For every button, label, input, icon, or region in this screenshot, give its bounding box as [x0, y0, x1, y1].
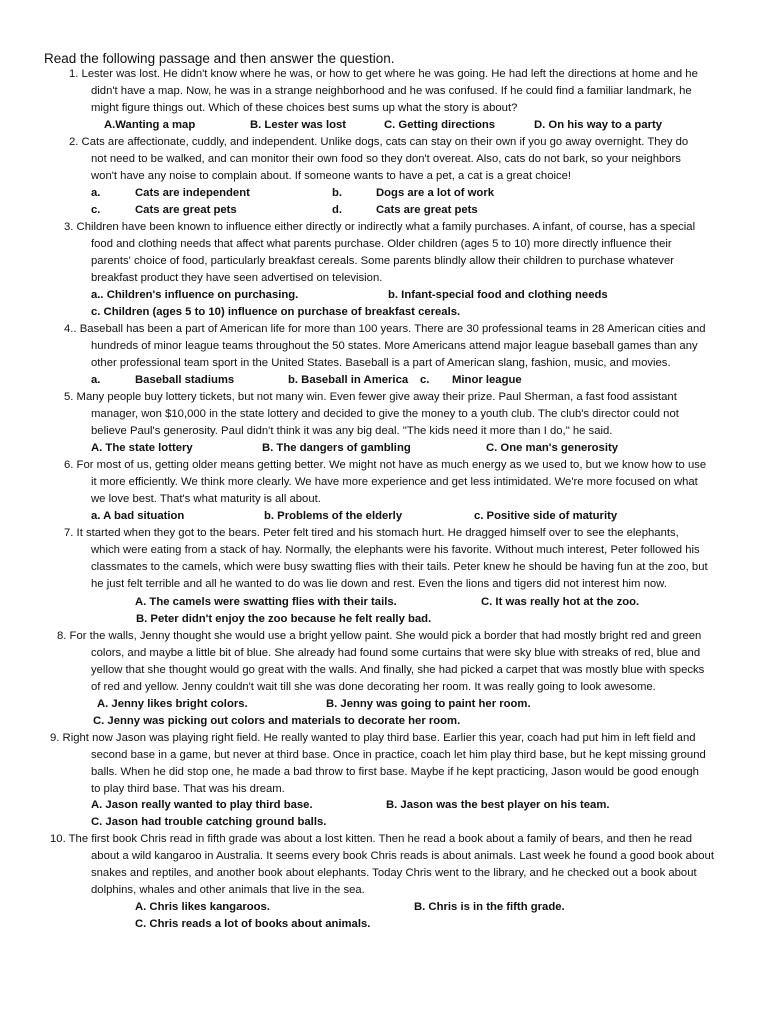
q9-passage-line: to play third base. That was his dream. — [91, 783, 285, 795]
q9-passage-line: 9. Right now Jason was playing right field. He really wanted to play third base. Earlier this year, coach had put him in left field and — [50, 732, 696, 744]
q10-passage-line: about a wild kangaroo in Australia. It seems every book Chris reads is about animals. Last week he found a good book about — [91, 850, 714, 862]
q1-option-a: A.Wanting a map — [104, 119, 196, 131]
q2-passage-line: not need to be walked, and can monitor their own food so they don't overeat. Also, cats do not bark, so your neighbors — [91, 153, 681, 165]
q1-passage-line: didn't have a map. Now, he was in a strange neighborhood and he was confused. If he could find a familiar landmark, he — [91, 85, 692, 97]
q4-option-c: Minor league — [452, 374, 522, 386]
q2-option-c-letter: c. — [91, 204, 101, 216]
q9-option-a: A. Jason really wanted to play third base. — [91, 799, 313, 811]
q4-option-c-letter: c. — [420, 374, 430, 386]
q4-passage-line: 4.. Baseball has been a part of American life for more than 100 years. There are 30 professional teams in 28 American cities and — [64, 323, 706, 335]
page-title: Read the following passage and then answer the question. — [44, 51, 395, 66]
q9-passage-line: second base in a game, but never at third base. Once in practice, coach let him play third base, but he kept missing ground — [91, 749, 706, 761]
q10-option-c: C. Chris reads a lot of books about animals. — [135, 918, 371, 930]
q7-option-c: C. It was really hot at the zoo. — [481, 596, 640, 608]
q6-option-b: b. Problems of the elderly — [264, 510, 403, 522]
q4-passage-line: hundreds of minor league teams throughout the 50 states. More Americans attend major league baseball games than any — [91, 340, 698, 352]
q3-passage-line: parents' choice of food, particularly breakfast cereals. Some parents blindly allow their children to purchase whatever — [91, 255, 674, 267]
q5-option-a: A. The state lottery — [91, 442, 193, 454]
q8-option-c: C. Jenny was picking out colors and materials to decorate her room. — [93, 715, 461, 727]
q6-passage-line: we love best. That's what maturity is all about. — [91, 493, 321, 505]
q7-option-a: A. The camels were swatting flies with their tails. — [135, 596, 397, 608]
q2-option-b: Dogs are a lot of work — [376, 187, 495, 199]
q3-option-c: c. Children (ages 5 to 10) influence on purchase of breakfast cereals. — [91, 306, 461, 318]
q4-passage-line: other professional team sport in the United States. Baseball is a part of American slang, fashion, music, and movies. — [91, 357, 671, 369]
q2-passage-line: won't have any noise to complain about. If someone wants to have a pet, a cat is a great choice! — [91, 170, 572, 182]
q7-passage-line: classmates to the camels, which were busy swatting flies with their tails. Peter knew he should be having fun at the zoo, but — [91, 561, 708, 573]
q6-passage-line: it more efficiently. We think more clearly. We have more experience and get less intimidated. We're more focused on what — [91, 476, 698, 488]
q5-passage-line: 5. Many people buy lottery tickets, but not many win. Even fewer give away their prize. Paul Sherman, a fast food assistant — [64, 391, 677, 403]
q1-passage-line: might figure things out. Which of these choices best sums up what the story is about? — [91, 102, 518, 114]
q8-passage-line: of red and yellow. Jenny couldn't wait till she was done decorating her room. It was really going to look awesome. — [91, 681, 656, 693]
q7-passage-line: which were eating from a stack of hay. Normally, the elephants were his favorite. Without much interest, Peter followed his — [91, 544, 700, 556]
q9-passage-line: balls. When he did stop one, he made a bad throw to first base. Maybe if he kept practicing, Jason would be good enough — [91, 766, 699, 778]
q3-option-a: a.. Children's influence on purchasing. — [91, 289, 299, 301]
q8-option-a: A. Jenny likes bright colors. — [97, 698, 248, 710]
q2-option-b-letter: b. — [332, 187, 343, 199]
q9-option-c: C. Jason had trouble catching ground balls. — [91, 816, 327, 828]
q4-option-a-letter: a. — [91, 374, 101, 386]
q8-option-b: B. Jenny was going to paint her room. — [326, 698, 531, 710]
q6-option-a: a. A bad situation — [91, 510, 185, 522]
q7-passage-line: he just felt terrible and all he wanted to do was lie down and rest. Even the lions and tigers did not interest him now. — [91, 578, 667, 590]
q2-option-d: Cats are great pets — [376, 204, 478, 216]
q8-passage-line: colors, and maybe a little bit of blue. She already had found some curtains that were sky blue with streaks of red, blue and — [91, 647, 701, 659]
q10-passage-line: 10. The first book Chris read in fifth grade was about a lost kitten. Then he read a book about a family of bears, and then he read — [50, 833, 693, 845]
q2-option-c: Cats are great pets — [135, 204, 237, 216]
q6-passage-line: 6. For most of us, getting older means getting better. We might not have as much energy as we used to, but we know how to use — [64, 459, 707, 471]
q5-passage-line: manager, won $10,000 in the state lottery and decided to give the money to a youth club. The club's director could not — [91, 408, 679, 420]
q1-passage-line: 1. Lester was lost. He didn't know where he was, or how to get where he was going. He had left the directions at home and he — [69, 68, 698, 80]
q3-passage-line: food and clothing needs that affect what parents purchase. Older children (ages 5 to 10) more directly influence their — [91, 238, 672, 250]
q2-passage-line: 2. Cats are affectionate, cuddly, and independent. Unlike dogs, cats can stay on their own if you go away overnight. They do — [69, 136, 689, 148]
q3-passage-line: breakfast product they have seen advertised on television. — [91, 272, 383, 284]
q8-passage-line: 8. For the walls, Jenny thought she would use a bright yellow paint. She would pick a border that had mostly bright red and green — [57, 630, 702, 642]
q4-option-b: b. Baseball in America — [288, 374, 409, 386]
q2-option-a: Cats are independent — [135, 187, 250, 199]
q3-option-b: b. Infant-special food and clothing needs — [388, 289, 608, 301]
q6-option-c: c. Positive side of maturity — [474, 510, 618, 522]
q10-passage-line: dolphins, whales and other animals that live in the sea. — [91, 884, 365, 896]
q8-passage-line: yellow that she thought would go great with the walls. And finally, she had picked a carpet that was mostly blue with specks — [91, 664, 705, 676]
q10-option-a: A. Chris likes kangaroos. — [135, 901, 270, 913]
q7-option-b: B. Peter didn't enjoy the zoo because he felt really bad. — [136, 613, 432, 625]
q1-option-c: C. Getting directions — [384, 119, 496, 131]
q5-option-b: B. The dangers of gambling — [262, 442, 411, 454]
q3-passage-line: 3. Children have been known to influence either directly or indirectly what a family purchases. A infant, of course, has a special — [64, 221, 696, 233]
q7-passage-line: 7. It started when they got to the bears. Peter felt tired and his stomach hurt. He dragged himself over to see the elephants, — [64, 527, 679, 539]
q5-option-c: C. One man's generosity — [486, 442, 619, 454]
q10-option-b: B. Chris is in the fifth grade. — [414, 901, 565, 913]
q2-option-a-letter: a. — [91, 187, 101, 199]
q2-option-d-letter: d. — [332, 204, 343, 216]
q1-option-b: B. Lester was lost — [250, 119, 347, 131]
q1-option-d: D. On his way to a party — [534, 119, 663, 131]
q10-passage-line: snakes and reptiles, and another book about elephants. Today Chris went to the library, and he checked out a book about — [91, 867, 697, 879]
q9-option-b: B. Jason was the best player on his team. — [386, 799, 610, 811]
q4-option-a: Baseball stadiums — [135, 374, 235, 386]
q5-passage-line: believe Paul's generosity. Paul didn't think it was any big deal. "The kids need it more than I do," he said. — [91, 425, 613, 437]
